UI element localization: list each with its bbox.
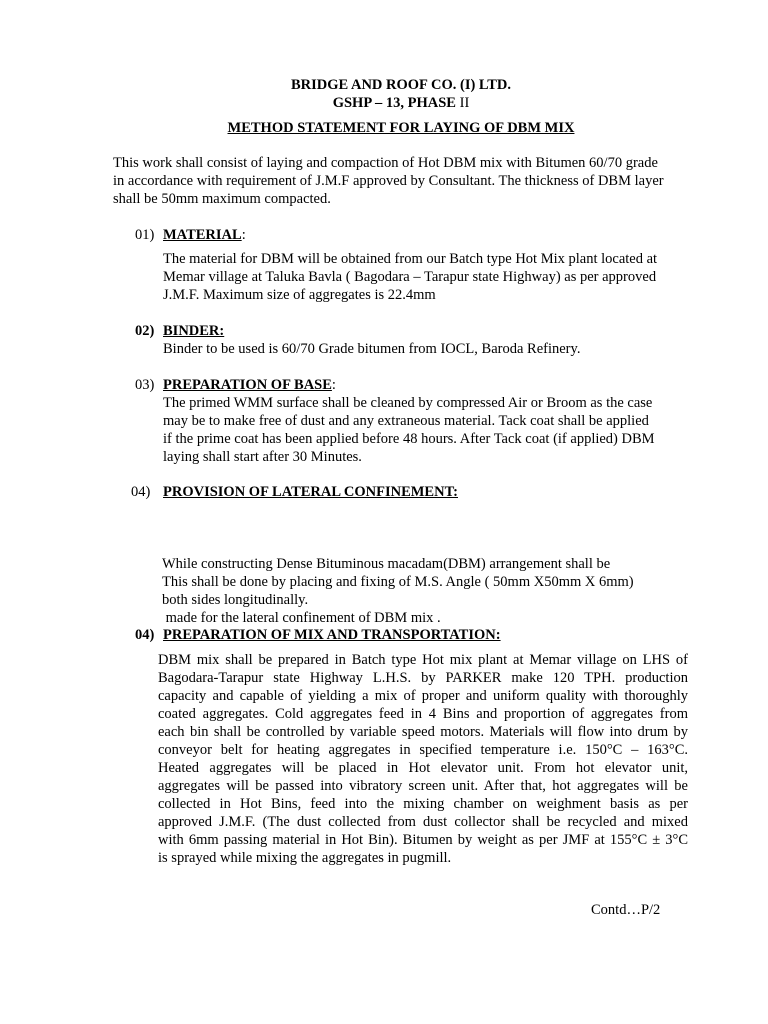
section-line: The material for DBM will be obtained from our Batch type Hot Mix plant located at — [163, 251, 658, 267]
section-line: capacity and capable of yielding a mix of proper and uniform quality with thoroughly — [158, 688, 688, 704]
section-body — [158, 651, 688, 867]
section-number: 03) — [135, 377, 155, 393]
project-phase — [0, 94, 768, 112]
section-number: 01) — [135, 227, 155, 243]
section-line: approved J.M.F. (The dust collected from dust collector shall be recycled and mixed — [158, 814, 688, 830]
section-number: 04) — [135, 627, 155, 643]
section-body — [163, 250, 657, 304]
section-heading — [163, 376, 336, 394]
section-heading-text: PREPARATION OF BASE — [163, 377, 332, 393]
intro-line: in accordance with requirement of J.M.F approved by Consultant. The thickness of DBM layer — [113, 173, 664, 189]
section-body — [163, 340, 580, 358]
section-line: While constructing Dense Bituminous macadam(DBM) arrangement shall be — [162, 556, 611, 572]
section-line: laying shall start after 30 Minutes. — [163, 449, 362, 465]
section-line: J.M.F. Maximum size of aggregates is 22.4mm — [163, 287, 436, 303]
section-line: conveyor belt for heating aggregates in specified temperature i.e. 150°C – 163°C. — [158, 742, 688, 758]
section-heading-suffix: : — [331, 377, 336, 393]
section-number: 04) — [131, 484, 151, 500]
intro-line: This work shall consist of laying and compaction of Hot DBM mix with Bitumen 60/70 grade — [113, 155, 658, 171]
continued-marker: Contd…P/2 — [591, 902, 661, 918]
section-heading: PREPARATION OF MIX AND TRANSPORTATION: — [163, 627, 501, 643]
section-line: collected in Hot Bins, feed into the mixing chamber on weighment basis as per — [158, 796, 688, 812]
document-title: METHOD STATEMENT FOR LAYING OF DBM MIX — [227, 120, 575, 136]
section-line: Binder to be used is 60/70 Grade bitumen from IOCL, Baroda Refinery. — [163, 341, 581, 357]
section-line: coated aggregates. Cold aggregates feed in 4 Bins and proportion of aggregates from — [158, 706, 688, 722]
section-line: is sprayed while mixing the aggregates in pugmill. — [158, 850, 452, 866]
section-heading — [163, 226, 246, 244]
phase-number: II — [459, 95, 470, 111]
section-line: Memar village at Taluka Bavla ( Bagodara – Tarapur state Highway) as per approved — [163, 269, 657, 285]
section-line: Heated aggregates will be placed in Hot elevator unit. From hot elevator unit, — [158, 760, 688, 776]
section-line: Bagodara-Tarapur state Highway L.H.S. by PARKER make 120 TPH. production — [158, 670, 688, 686]
intro-paragraph — [113, 154, 664, 208]
section-line: if the prime coat has been applied before 48 hours. After Tack coat (if applied) DBM — [163, 431, 655, 447]
project-prefix: GSHP – 13, PHASE — [332, 95, 460, 111]
section-heading: PROVISION OF LATERAL CONFINEMENT: — [163, 484, 458, 500]
section-line: made for the lateral confinement of DBM mix . — [162, 610, 441, 626]
section-heading-suffix: : — [241, 227, 246, 243]
company-name: BRIDGE AND ROOF CO. (I) LTD. — [290, 77, 512, 93]
section-line: may be to make free of dust and any extraneous material. Tack coat shall be applied — [163, 413, 649, 429]
section-body — [162, 573, 634, 609]
section-line: with 6mm passing material in Hot Bin). Bitumen by weight as per JMF at 155°C ± 3°C — [158, 832, 688, 848]
section-heading-text: MATERIAL — [163, 227, 242, 243]
section-line: DBM mix shall be prepared in Batch type Hot mix plant at Memar village on LHS of — [158, 652, 688, 668]
section-line: both sides longitudinally. — [162, 592, 309, 608]
section-body — [163, 394, 655, 466]
section-number: 02) — [135, 323, 155, 339]
intro-line: shall be 50mm maximum compacted. — [113, 191, 331, 207]
section-line: each bin shall be controlled by variable speed motors. Materials will flow into drum by — [158, 724, 688, 740]
section-line: The primed WMM surface shall be cleaned by compressed Air or Broom as the case — [163, 395, 653, 411]
section-line: aggregates will be passed into vibratory screen unit. After that, hot aggregates will be — [158, 778, 688, 794]
section-line: This shall be done by placing and fixing of M.S. Angle ( 50mm X50mm X 6mm) — [162, 574, 634, 590]
section-heading: BINDER: — [163, 323, 225, 339]
